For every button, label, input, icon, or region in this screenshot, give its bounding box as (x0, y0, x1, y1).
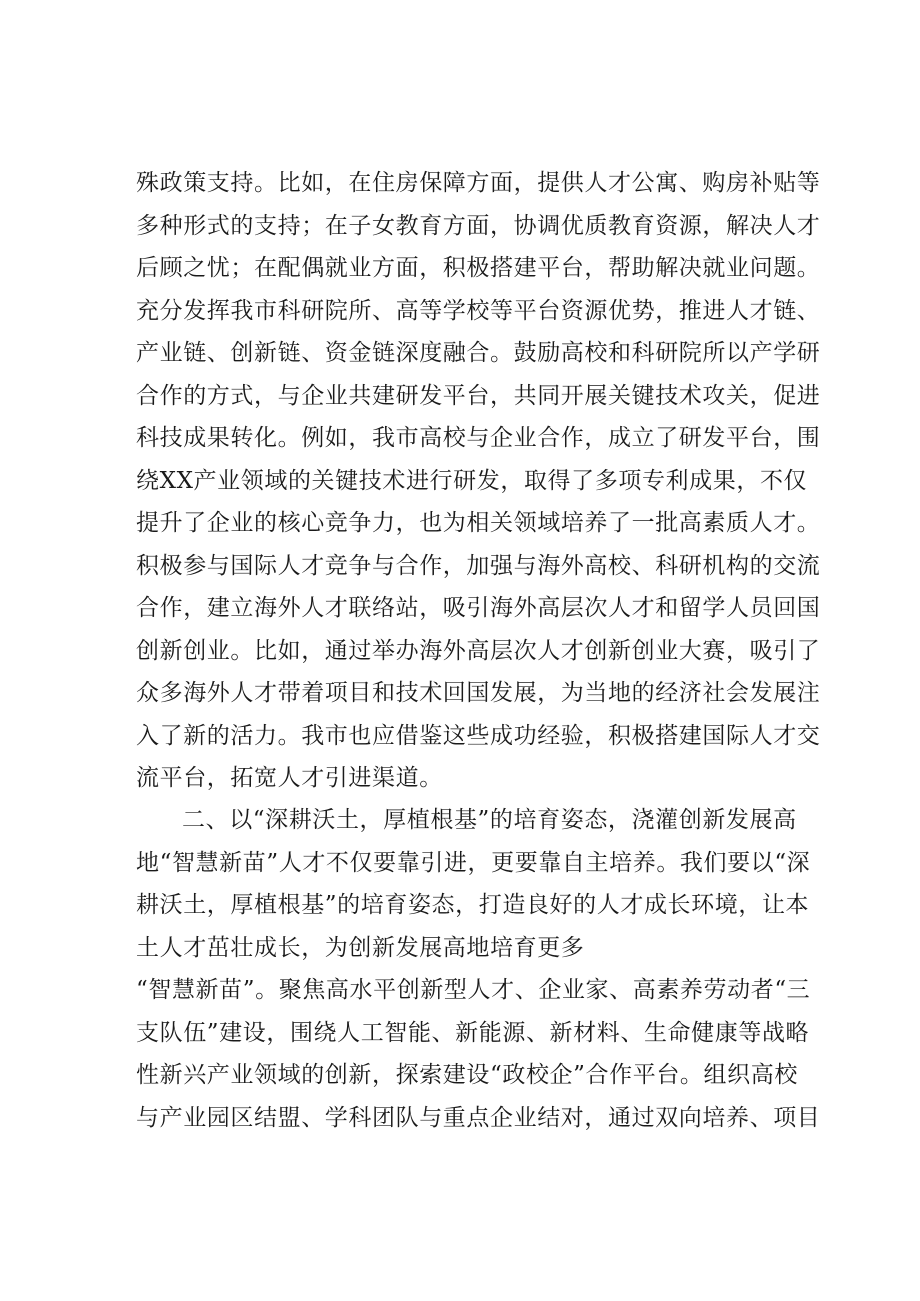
text-line: “智慧新苗”。聚焦高水平创新型人才、企业家、高素养劳动者“三 (136, 977, 811, 1003)
text-line: 后顾之忧；在配偶就业方面，积极搭建平台，帮助解决就业问题。 (136, 255, 821, 281)
text-line: 耕沃土，厚植根基”的培育姿态，打造良好的人才成长环境，让本 (136, 892, 810, 918)
text-line: 创新创业。比如，通过举办海外高层次人才创新创业大赛，吸引了 (136, 637, 821, 664)
text-line: 科技成果转化。例如，我市高校与企业合作，成立了研发平台，围 (136, 425, 821, 451)
text-line: 合作，建立海外人才联络站，吸引海外高层次人才和留学人员回国 (136, 595, 821, 621)
text-line: 土人才茁壮成长，为创新发展高地培育更多 (136, 934, 585, 961)
text-line: 众多海外人才带着项目和技术回国发展，为当地的经济社会发展注 (136, 680, 821, 706)
text-line: 绕XX产业领域的关键技术进行研发，取得了多项专利成果，不仅 (136, 467, 808, 494)
section-heading-line: 二、以“深耕沃土，厚植根基”的培育姿态，浇灌创新发展高 (182, 807, 797, 833)
text-line: 性新兴产业领域的创新，探索建设“政校企”合作平台。组织高校 (136, 1062, 798, 1088)
text-line: 入了新的活力。我市也应借鉴这些成功经验，积极搭建国际人才交 (136, 722, 821, 749)
text-line: 产业链、创新链、资金链深度融合。鼓励高校和科研院所以产学研 (136, 340, 821, 366)
text-line: 地“智慧新苗”人才不仅要靠引进，更要靠自主培养。我们要以“深 (136, 849, 811, 876)
text-line: 流平台，拓宽人才引进渠道。 (136, 765, 443, 791)
paragraph-section-two (136, 799, 821, 1139)
text-line: 合作的方式，与企业共建研发平台，共同开展关键技术攻关，促进 (136, 382, 821, 409)
text-line: 多种形式的支持；在子女教育方面，协调优质教育资源，解决人才 (136, 212, 821, 239)
text-line: 充分发挥我市科研院所、高等学校等平台资源优势，推进人才链、 (136, 297, 821, 324)
text-line: 殊政策支持。比如，在住房保障方面，提供人才公寓、购房补贴等 (136, 170, 821, 196)
text-line: 积极参与国际人才竞争与合作，加强与海外高校、科研机构的交流 (136, 552, 821, 579)
text-line: 提升了企业的核心竞争力，也为相关领域培养了一批高素质人才。 (136, 510, 821, 536)
paragraph-talent-policy (136, 162, 821, 800)
text-line: 支队伍”建设，围绕人工智能、新能源、新材料、生命健康等战略 (136, 1019, 810, 1046)
text-line: 与产业园区结盟、学科团队与重点企业结对，通过双向培养、项目 (136, 1104, 821, 1131)
